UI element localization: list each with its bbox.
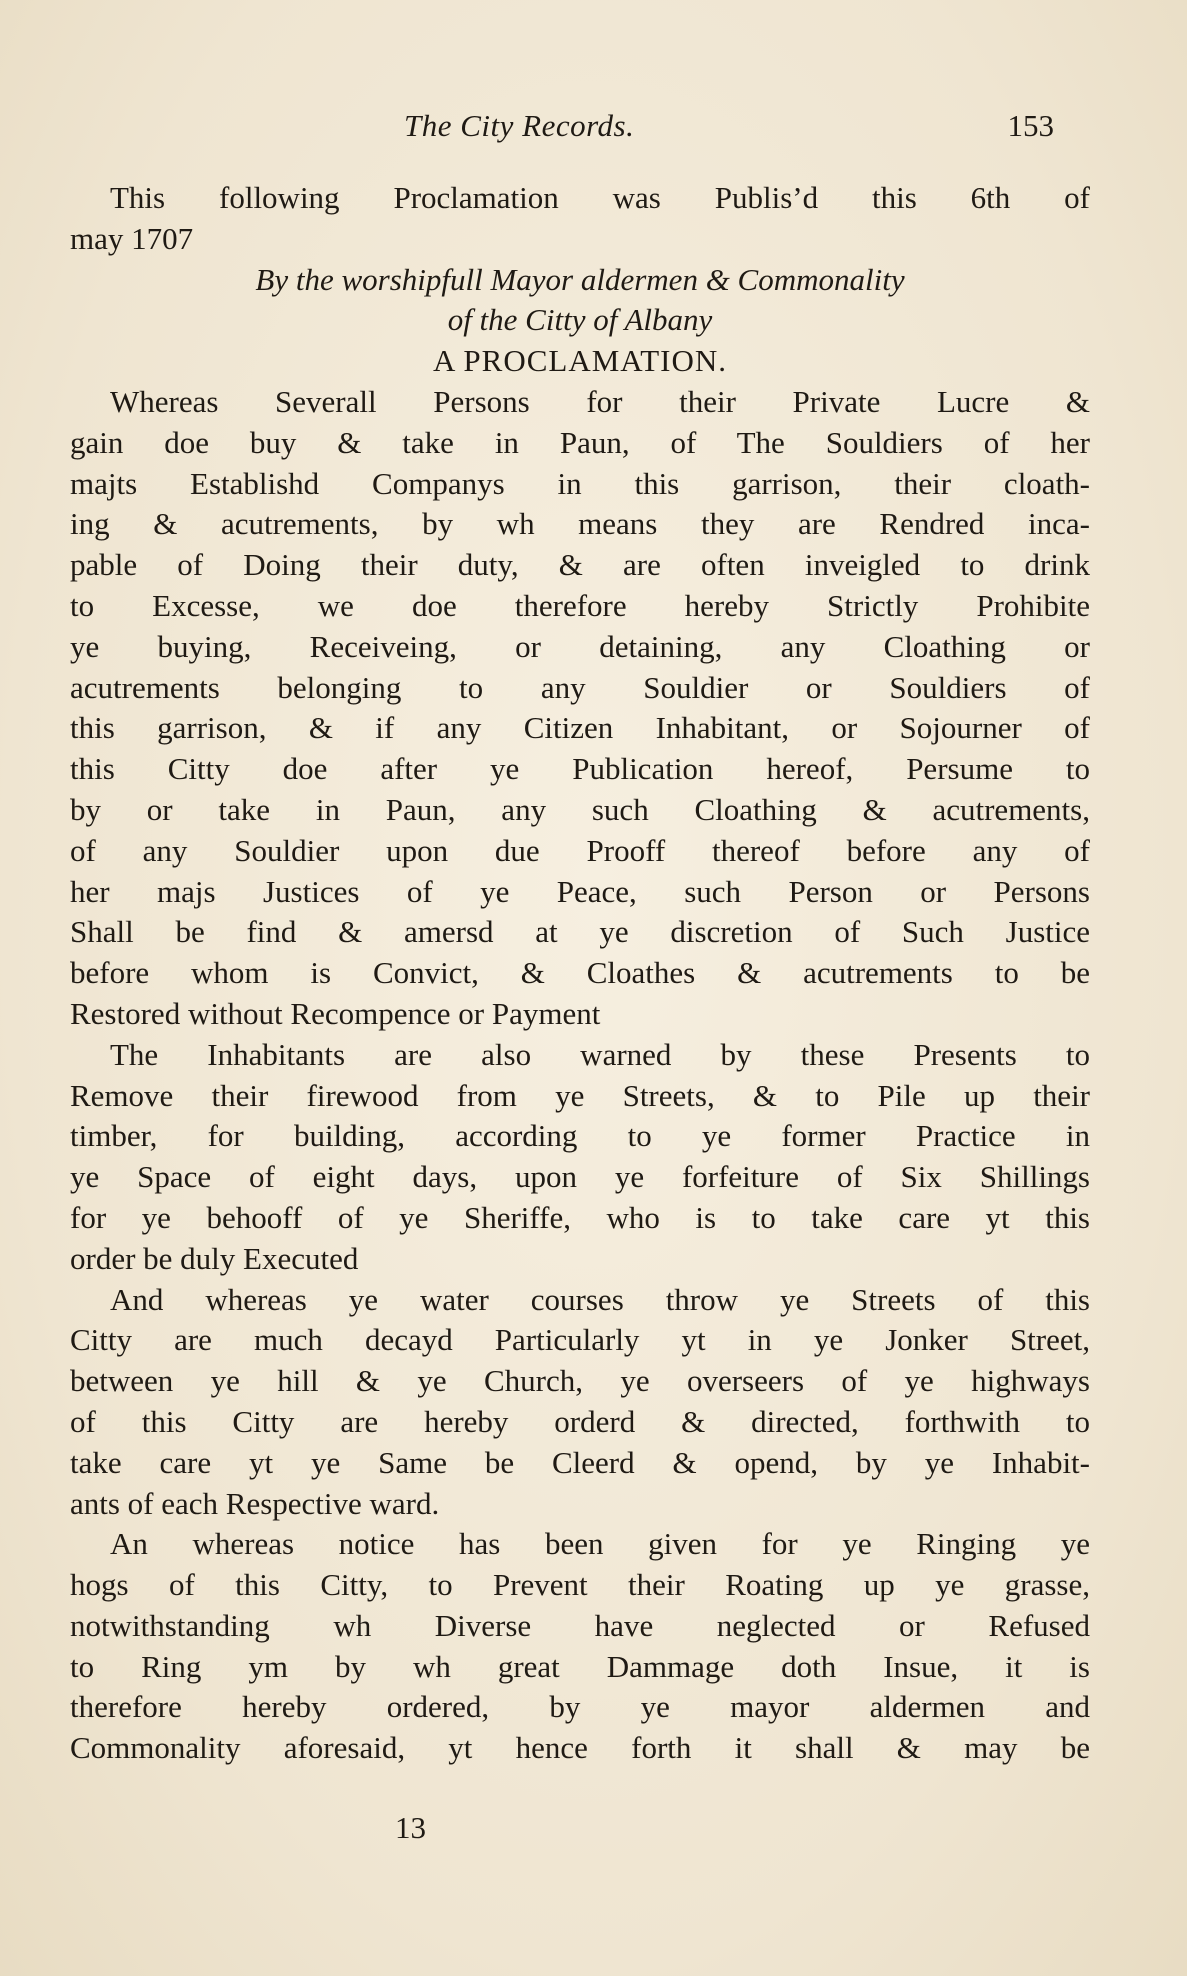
text-line: hogs of this Citty, to Prevent their Roating up ye grasse, [70,1567,1090,1603]
text-line: gain doe buy & take in Paun, of The Souldiers of her [70,424,1090,460]
text-line: Shall be find & amersd at ye discretion of Such Justice [70,914,1090,950]
text-line: take care yt ye Same be Cleerd & opend, by ye Inhabit- [70,1444,1090,1480]
text-line: between ye hill & ye Church, ye overseers of ye highways [70,1363,1090,1399]
text-line: order be duly Executed [70,1240,359,1276]
text-line: to Excesse, we doe therefore hereby Strictly Prohibite [70,587,1090,623]
signature-mark: 13 [395,1810,426,1845]
text-line: Remove their firewood from ye Streets, & to Pile up their [70,1077,1090,1113]
text-line: this Citty doe after ye Publication hereof, Persume to [70,751,1090,787]
text-line: Citty are much decayd Particularly yt in ye Jonker Street, [70,1322,1090,1358]
text-line: This following Proclamation was Publis’d this 6th of [110,180,1090,215]
text-line: to Ring ym by wh great Dammage doth Insue, it is [70,1648,1090,1684]
proclamation-heading-line: of the Citty of Albany [447,302,713,338]
running-head [404,108,1054,148]
text-line: timber, for building, according to ye former Practice in [70,1118,1090,1154]
text-line: this garrison, & if any Citizen Inhabitant, or Sojourner of [70,710,1090,746]
proclamation-title: A PROCLAMATION. [432,343,728,379]
proclamation-heading-line: By the worshipfull Mayor aldermen & Commonality [255,261,905,297]
running-title: The City Records. [404,108,635,143]
text-line: of any Souldier upon due Prooff thereof before any of [70,832,1090,868]
body-text [70,178,1090,1769]
text-line: Commonality aforesaid, yt hence forth it shall & may be [70,1730,1090,1766]
text-line: And whereas ye water courses throw ye Streets of this [110,1281,1090,1317]
text-line: may 1707 [70,220,194,256]
text-line: pable of Doing their duty, & are often inveigled to drink [70,547,1090,583]
text-line: ants of each Respective ward. [70,1485,440,1521]
text-line: notwithstanding wh Diverse have neglected or Refused [70,1607,1090,1643]
text-line: ye Space of eight days, upon ye forfeiture of Six Shillings [70,1159,1090,1195]
text-line: ing & acutrements, by wh means they are Rendred inca- [70,506,1090,542]
text-line: An whereas notice has been given for ye Ringing ye [110,1526,1090,1562]
text-line: majts Establishd Companys in this garrison, their cloath- [70,465,1090,501]
text-line: The Inhabitants are also warned by these Presents to [110,1036,1090,1072]
text-line: of this Citty are hereby orderd & directed, forthwith to [70,1403,1090,1439]
text-line: Whereas Severall Persons for their Private Lucre & [110,383,1090,419]
text-line: Restored without Recompence or Payment [70,995,601,1031]
text-line: ye buying, Receiveing, or detaining, any Cloathing or [70,628,1090,664]
text-line: acutrements belonging to any Souldier or Souldiers of [70,669,1090,705]
text-line: by or take in Paun, any such Cloathing & acutrements, [70,791,1090,827]
text-line: before whom is Convict, & Cloathes & acutrements to be [70,955,1090,991]
text-line: her majs Justices of ye Peace, such Person or Persons [70,873,1090,909]
page-number: 153 [1007,108,1054,143]
text-line: for ye behooff of ye Sheriffe, who is to take care yt this [70,1199,1090,1235]
text-line: therefore hereby ordered, by ye mayor aldermen and [70,1689,1090,1725]
